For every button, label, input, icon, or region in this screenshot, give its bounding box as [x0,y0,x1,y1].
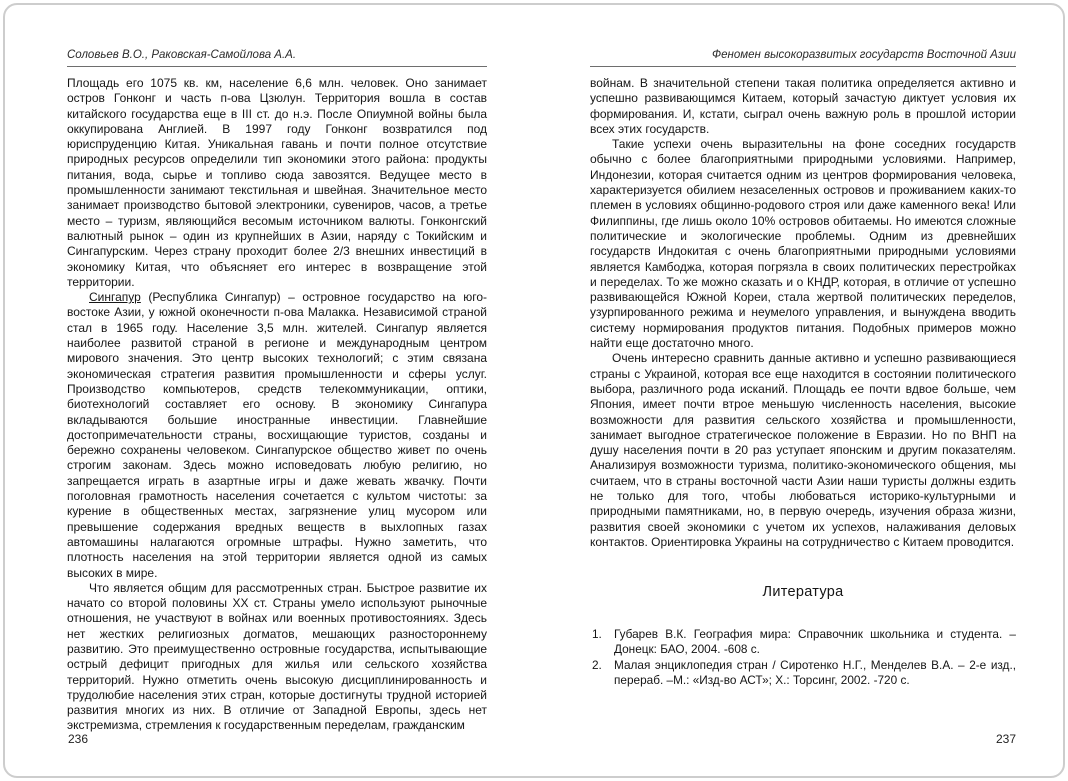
left-page-body [67,76,487,734]
paragraph: Такие успехи очень выразительны на фоне соседних государств обычно с более благоприятными природными условиями. Например, Индонезии, которая считается одним из центров формирования человека, характеризуется обилием незаселенных островов и проживанием каких-то племен в условиях общинно-родового строя или даже каменного века! Или Филиппины, где лишь около 10% островов обитаемы. Но имеются сложные политические и экологические проблемы. Одним из древнейших государств Индокитая с очень благоприятными природными условиями является Камбоджа, которая погрязла в своих политических перестройках и переделах. То же можно сказать и о КНДР, которая, в отличие от успешно развивающейся Южной Кореи, стала жертвой политических переделов, узурпированного режима и неумелого управления, и вынуждена вводить систему нормирования продуктов питания. Подобных примеров можно найти еще достаточно много. [590,137,1016,351]
reference-list [590,627,1016,688]
singapore-underlined-term: Сингапур [89,290,141,305]
paragraph: Что является общим для рассмотренных стран. Быстрое развитие их начато со второй половины ХХ ст. Страны умело используют рыночные отношения, не участвуют в войнах или военных противостояниях. Здесь нет жестких религиозных догматов, мешающих разностороннему развитию. Это преимущественно островные государства, испытывающие острый дефицит пригодных для жилья или сельского хозяйства территорий. Нужно отметить очень высокую дисциплинированность и трудолюбие населения этих стран, которые достигнуты трудной историей развития многих из них. В отличие от Западной Европы, здесь нет экстремизма, стремления к государственным переделам, гражданским [67,580,487,733]
running-head-authors: Соловьев В.О., Раковская-Самойлова А.А. [67,49,487,67]
page-left [67,49,487,734]
reference-item [592,658,1016,688]
reference-text: Губарев В.К. География мира: Справочник школьника и студента. –Донецк: БАО, 2004. -608 с. [614,627,1016,657]
page-number-left: 236 [68,732,89,746]
paragraph: Площадь его 1075 кв. км, население 6,6 млн. человек. Оно занимает остров Гонконг и часть п-ова Цзюлун. Территория вошла в состав китайского государства еще в III ст. до н.э. После Опиумной войны была оккупирована Англией. В 1997 году Гонконг возвратился под юриспруденцию Китая. Уникальная гавань и почти полное отсутствие природных ресурсов определили тип экономики этого района: продукты питания, вода, сырье и топливо сюда завозятся. Ведущее место в промышленности занимают текстильная и швейная. Значительное место занимает производство бытовой электроники, сувениров, часов, а третье место – туризм, являющийся весомым источником валюты. Гонконгский валютный рынок – один из крупнейших в Азии, наряду с Токийским и Сингапурским. Через страну проходит более 2/3 внешних инвестиций в экономику Китая, что объясняет его интерес в возвращение этой территории. [67,76,487,289]
paragraph: Очень интересно сравнить данные активно и успешно развивающиеся страны с Украиной, которая все еще находится в состоянии политического выбора, различного рода исканий. Площадь ее почти вдвое больше, чем Япония, имеет почти втрое меньшую численность населения, высокие возможности для развития сельского хозяйства и промышленности, занимает выгодное стратегическое положение в Евразии. Но по ВНП на душу населения почти в 20 раз уступает японским и другим показателям. Анализируя возможности туризма, политико-экономического общения, мы считаем, что в страны восточной части Азии наши туристы должны ездить не только для того, чтобы любоваться историко-культурными и природными памятниками, но, в первую очередь, изучения образа жизни, развития своей экономики с учетом их успехов, налаживания деловых контактов. Ориентировка Украины на сотрудничество с Китаем проводится. [590,351,1016,549]
reference-text: Малая энциклопедия стран / Сиротенко Н.Г., Менделев В.А. – 2-е изд., перераб. –М.: «Изд-во АСТ»; Х.: Торсинг, 2002. -720 с. [614,657,1016,687]
literature-heading: Литература [762,584,844,601]
paragraph-singapore [67,290,487,581]
paragraph-text: (Республика Сингапур) – островное государство на юго-востоке Азии, у южной оконечности п-ова Малакка. Независимой страной стал в 1965 году. Население 3,5 млн. жителей. Сингапур является наиболее развитой страной в регионе и международным центром мирового значения. Это центр высоких технологий; с этим связана экономическая стратегия развития промышленности и сферы услуг. Производство компьютеров, средств телекоммуникации, оптики, биотехнологий составляет его основу. В экономику Сингапура вкладываются большие иностранные инвестиции. Главнейшие достопримечательности страны, восхищающие туристов, созданы и бережно сохранены человеком. Сингапурское общество живет по очень строгим законам. Здесь можно исповедовать любую религию, но запрещается играть в азартные игры и даже жевать жвачку. Почти поголовная грамотность населения сочетается с культом чистоты: за курение в общественных местах, загрязнение улиц мусором или превышение содержания вредных веществ в выхлопных газах автомашины налагаются огромные штрафы. Нужно заметить, что плотность населения на этой территории является одной из самых высоких в мире. [67,290,487,580]
scanned-book-spread [3,3,1065,778]
paragraph: войнам. В значительной степени такая политика определяется активно и успешно развивающимся Китаем, который зачастую диктует условия их формирования. И, кстати, сыграл очень важную роль в прошлой истории всех этих государств. [590,76,1016,136]
reference-item [592,627,1016,657]
page-right [590,49,1016,688]
right-page-body [590,76,1016,550]
reference-number: 2. [592,657,602,672]
running-head-title: Феномен высокоразвитых государств Восточной Азии [590,49,1016,67]
page-number-right: 237 [995,732,1016,746]
reference-number: 1. [592,627,602,642]
